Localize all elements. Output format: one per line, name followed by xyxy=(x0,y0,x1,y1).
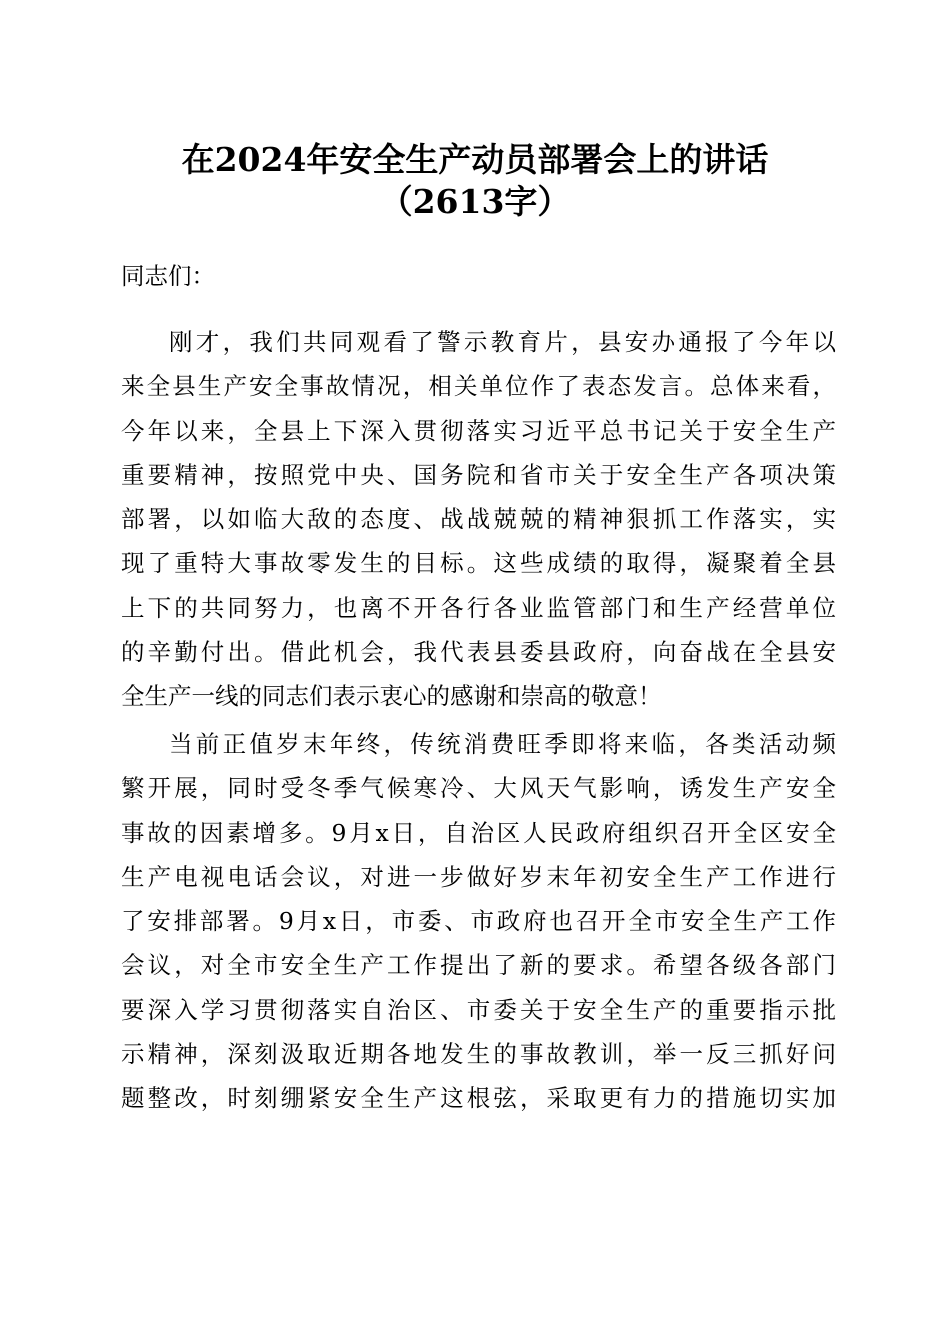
paragraph-line: 了安排部署。9月x日，市委、市政府也召开全市安全生产工作 xyxy=(121,907,836,936)
paragraph-line: 会议，对全市安全生产工作提出了新的要求。希望各级各部门 xyxy=(121,951,836,980)
document-subtitle: （2613字） xyxy=(379,182,571,221)
paragraph-line: 繁开展，同时受冬季气候寒冷、大风天气影响，诱发生产安全 xyxy=(121,774,836,803)
paragraph-line: 示精神，深刻汲取近期各地发生的事故教训，举一反三抓好问 xyxy=(121,1040,836,1069)
paragraph-line: 题整改，时刻绷紧安全生产这根弦，采取更有力的措施切实加 xyxy=(121,1084,836,1113)
salutation xyxy=(121,254,836,298)
paragraph-line: 生产电视电话会议，对进一步做好岁末年初安全生产工作进行 xyxy=(121,862,836,891)
paragraph-line: 的辛勤付出。借此机会，我代表县委县政府，向奋战在全县安 xyxy=(121,638,836,667)
salutation-text: 同志们： xyxy=(121,262,215,290)
paragraph-line: 来全县生产安全事故情况，相关单位作了表态发言。总体来看， xyxy=(121,372,836,401)
paragraph-line: 全生产一线的同志们表示衷心的感谢和崇高的敬意！ xyxy=(121,682,662,711)
paragraph-line: 上下的共同努力，也离不开各行各业监管部门和生产经营单位 xyxy=(121,593,836,622)
paragraph-line: 部署，以如临大敌的态度、战战兢兢的精神狠抓工作落实，实 xyxy=(121,505,836,534)
paragraph-line: 要深入学习贯彻落实自治区、市委关于安全生产的重要指示批 xyxy=(121,995,836,1024)
paragraph-line: 刚才，我们共同观看了警示教育片，县安办通报了今年以 xyxy=(169,328,836,356)
paragraph-1 xyxy=(121,320,836,719)
paragraph-line: 今年以来，全县上下深入贯彻落实习近平总书记关于安全生产 xyxy=(121,416,836,445)
paragraph-2 xyxy=(121,722,836,1121)
paragraph-line: 事故的因素增多。9月x日，自治区人民政府组织召开全区安全 xyxy=(121,818,836,847)
paragraph-line: 重要精神，按照党中央、国务院和省市关于安全生产各项决策 xyxy=(121,460,836,489)
paragraph-line: 当前正值岁末年终，传统消费旺季即将来临，各类活动频 xyxy=(169,730,836,758)
paragraph-line: 现了重特大事故零发生的目标。这些成绩的取得，凝聚着全县 xyxy=(121,549,836,578)
document-title: 在2024年安全生产动员部署会上的讲话 xyxy=(181,140,769,179)
